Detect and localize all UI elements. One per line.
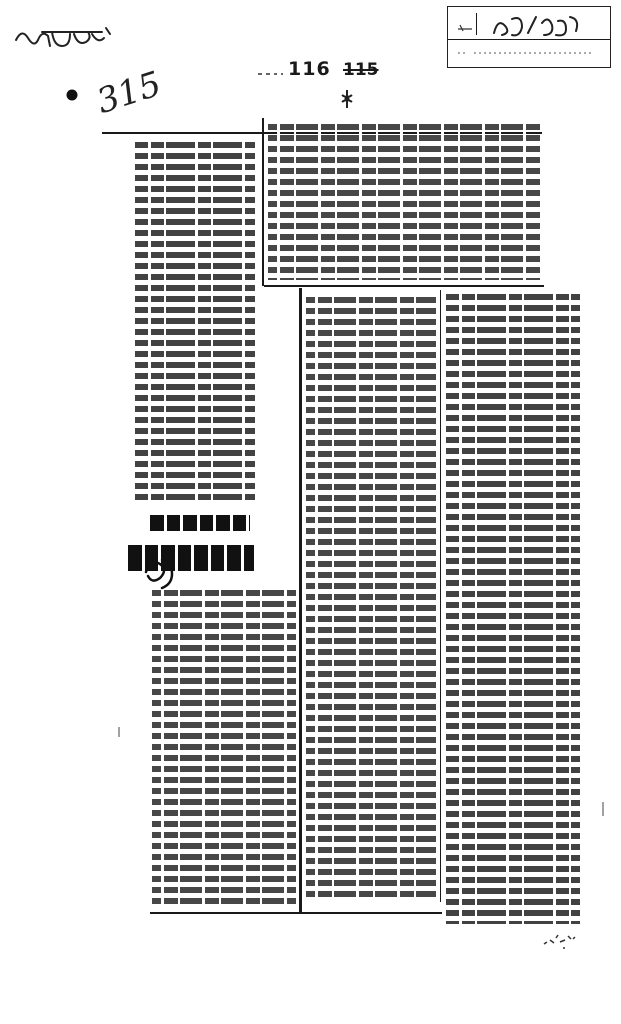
struck-page-number: 115 [343, 60, 379, 80]
article-text-right-column [446, 292, 580, 924]
clipping-bottom-rule [150, 912, 442, 914]
margin-speck [598, 800, 608, 820]
column-rule-top-left [262, 118, 264, 286]
margin-speck-left [115, 725, 123, 739]
archive-stamp [447, 6, 611, 68]
column-rule-right [440, 290, 441, 902]
ornament-icon [338, 88, 356, 110]
section-rule-middle [264, 285, 544, 287]
column-rule-center [299, 288, 302, 914]
header-dashes [256, 70, 286, 78]
scan-noise [540, 930, 580, 955]
article-text-left-lower [152, 588, 296, 908]
handwritten-note-top-left [12, 20, 117, 60]
handwritten-annotation-number: 315 [92, 63, 167, 123]
article-heading-small [150, 515, 250, 531]
article-text-center-column [306, 295, 436, 901]
ink-dot [65, 88, 79, 102]
article-text-top-middle [268, 122, 540, 280]
page-number: 116 [288, 58, 331, 80]
handwritten-mark-heading [140, 552, 180, 592]
stamp-handwriting [454, 11, 604, 65]
article-text-left-upper [135, 140, 255, 502]
